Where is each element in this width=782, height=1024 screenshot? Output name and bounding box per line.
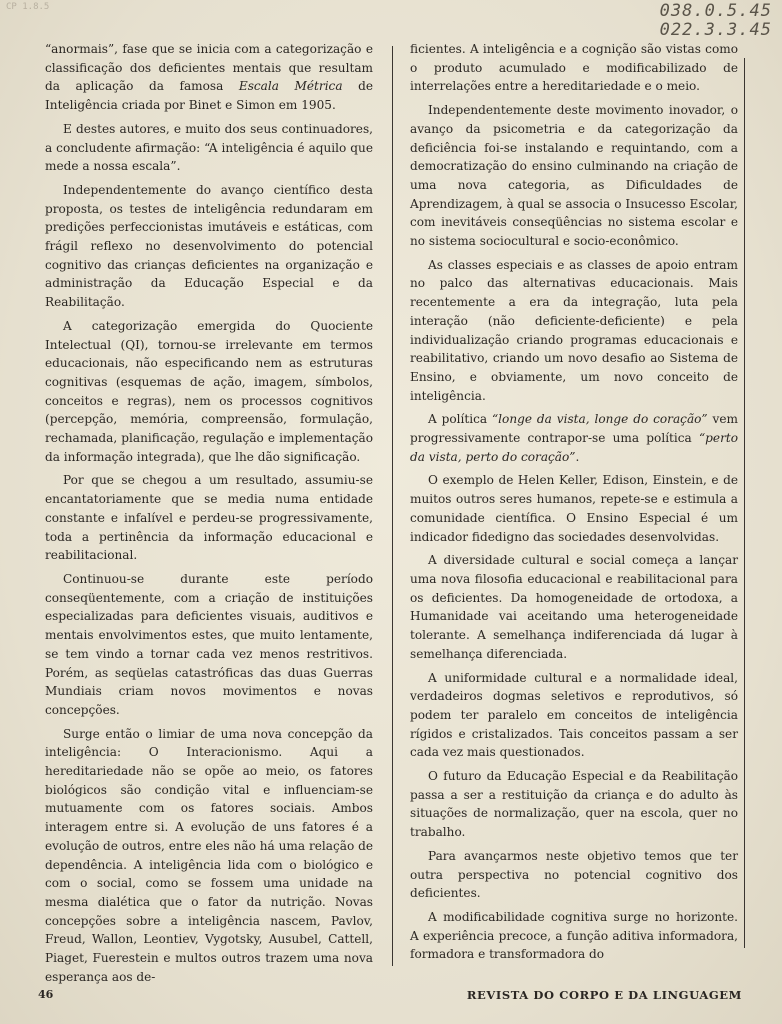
- paragraph: O exemplo de Helen Keller, Edison, Einstein, e de muitos outros seres humanos, repete-se e estimula a comunidade científica. O Ensino Especial é um indicador fidedigno das sociedades desenvolvidas.: [410, 473, 738, 544]
- page-number: 46: [38, 988, 54, 1001]
- handwritten-annotation: [660, 2, 772, 40]
- paragraph: A uniformidade cultural e a normalidade ideal, verdadeiros dogmas seletivos e reprodutivos, só podem ter paralelo em conceitos de inteligência rígidos e cristalizados. Tais conceitos passam a ser cada vez mais questionados.: [410, 670, 738, 760]
- paragraph: Continuou-se durante este período conseqüentemente, com a criação de instituições especializadas para deficientes visuais, auditivos e mentais envolvimentos estes, que muito lentamente, se tem vindo a tornar cada vez menos restritivos. Porém, as seqüelas catastróficas das duas Guerras Mundiais criam novos movimentos e novas concepções.: [45, 571, 373, 717]
- paragraph: Para avançarmos neste objetivo temos que ter outra perspectiva no potencial cognitivo dos deficientes.: [410, 848, 738, 901]
- right-text-column: [410, 40, 738, 969]
- paragraph: O futuro da Educação Especial e da Reabilitação passa a ser a restituição da criança e do adulto às situações de normalização, quer na escola, quer no trabalho.: [410, 769, 738, 840]
- paragraph: E destes autores, e muito dos seus continuadores, a concludente afirmação: “A inteligência é aquilo que mede a nossa escala”.: [45, 121, 373, 174]
- corner-faint-mark: CP 1.8.5: [6, 2, 50, 12]
- paragraph: Independentemente deste movimento inovador, o avanço da psicometria e da categorização da deficiência foi-se instalando e requintando, com a democratização do ensino culminando na criação de uma nova categoria, as Dificuldades de Aprendizagem, à qual se associa o Insucesso Escolar, com inevitáveis conseqüências no sistema escolar e no sistema sociocultural e socio-econômico.: [410, 103, 738, 249]
- paragraph: A política “longe da vista, longe do coração” vem progressivamente contrapor-se uma política “perto da vista, perto do coração”.: [410, 412, 738, 464]
- journal-title: REVISTA DO CORPO E DA LINGUAGEM: [466, 988, 742, 1002]
- paragraph: A categorização emergida do Quociente Intelectual (QI), tornou-se irrelevante em termos educacionais, não especificando nem as estruturas cognitivas (esquemas de ação, imagem, símbolos, conceitos e regras), nem os processos cognitivos (percepção, memória, compreensão, formulação, rechamada, planificação, regulação e implementação da informação integrada), que lhe dão significação.: [45, 318, 373, 464]
- paragraph: As classes especiais e as classes de apoio entram no palco das alternativas educacionais. Mais recentemente a era da integração, luta pela interação (não deficiente-deficiente) e pela individualização criando programas educacionais e reabilitativo, criando um novo desafio ao Sistema de Ensino, e obviamente, um novo conceito de inteligência.: [410, 257, 738, 403]
- paragraph: ficientes. A inteligência e a cognição são vistas como o produto acumulado e modificabilizado de interrelações entre a hereditariedade e o meio.: [410, 42, 738, 94]
- right-margin-rule: [744, 58, 745, 948]
- paragraph: Por que se chegou a um resultado, assumiu-se encantatoriamente que se media numa entidade constante e infalível e perdeu-se progressivamente, toda a pertinência da informação educacional e reabilitacional.: [45, 473, 373, 563]
- column-divider: [392, 46, 393, 966]
- handwritten-line-2: 022.3.3.45: [659, 20, 772, 40]
- paragraph: Independentemente do avanço científico desta proposta, os testes de inteligência redundaram em predições perfeccionistas imutáveis e estáticas, com frágil reflexo no desenvolvimento do potencial cognitivo das crianças deficientes na organização e administração da Educação Especial e da Reabilitação.: [45, 182, 373, 310]
- handwritten-line-1: 038.0.5.45: [659, 1, 772, 21]
- paragraph: A diversidade cultural e social começa a lançar uma nova filosofia educacional e reabilitacional para os deficientes. Da homogeneidade de ortodoxa, a Humanidade vai aceitando uma heterogeneidade tolerante. A semelhança indiferenciada dá lugar à semelhança diferenciada.: [410, 553, 738, 661]
- paragraph: “anormais”, fase que se inicia com a categorização e classificação dos deficientes mentais que resultam da aplicação da famosa Escala Métrica de Inteligência criada por Binet e Simon em 1905.: [45, 42, 373, 113]
- paragraph: A modificabilidade cognitiva surge no horizonte. A experiência precoce, a função aditiva informadora, formadora e transformadora do: [410, 909, 738, 962]
- left-text-column: [45, 40, 373, 991]
- paragraph: Surge então o limiar de uma nova concepção da inteligência: O Interacionismo. Aqui a hereditariedade não se opõe ao meio, os fatores biológicos são condição vital e influenciam-se mutuamente com os fatores sociais. Ambos interagem entre si. A evolução de uns fatores é a evolução de outros, entre eles não há uma relação de dependência. A inteligência lida com o biológico e com o social, como se fossem uma unidade na mesma dialética que o fator da nutrição. Novas concepções sobre a inteligência nascem, Pavlov, Freud, Wallon, Leontiev, Vygotsky, Ausubel, Cattell, Piaget, Fuerestein e multos outros trazem uma nova esperança aos de-: [45, 726, 373, 984]
